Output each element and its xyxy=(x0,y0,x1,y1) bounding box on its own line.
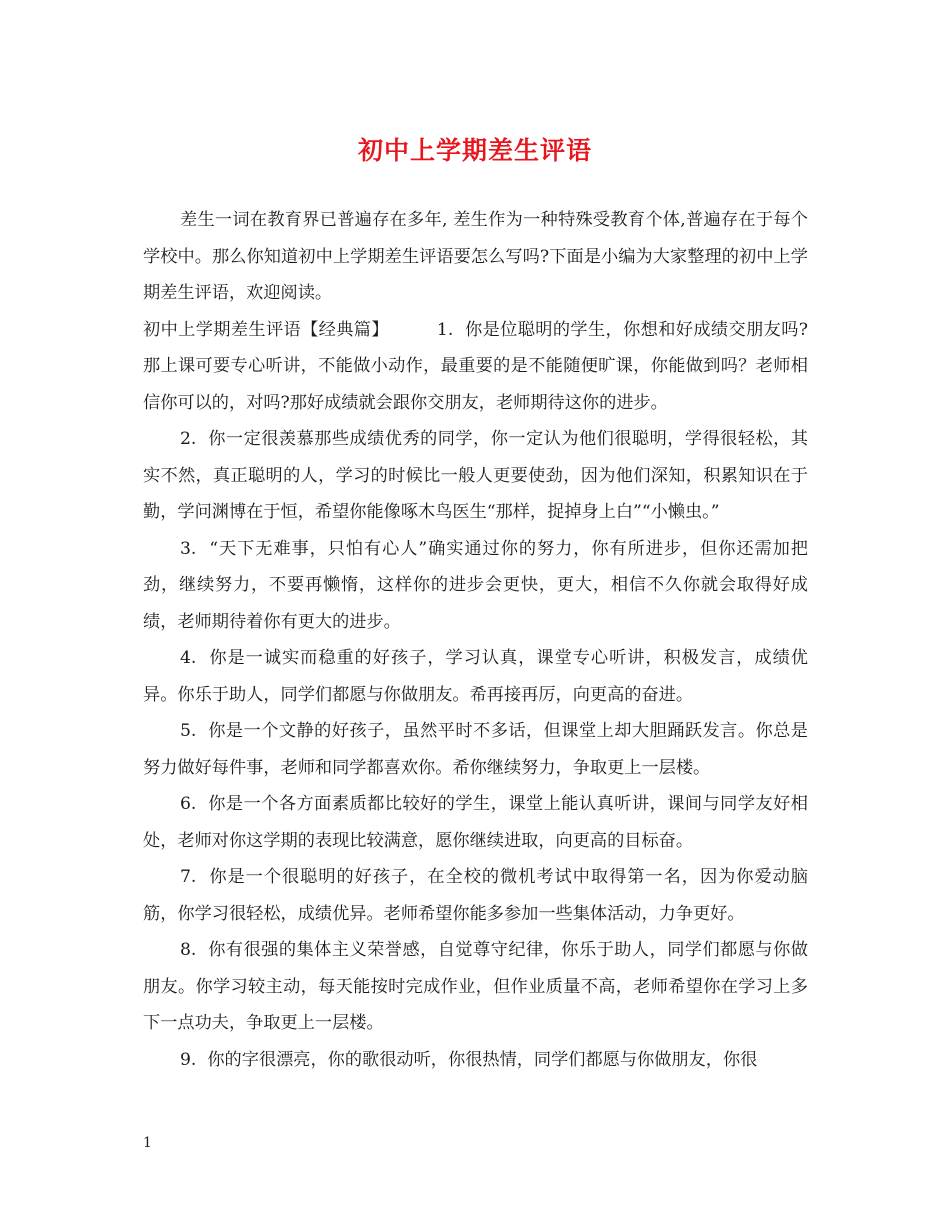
item-text: 你是一个文静的好孩子，虽然平时不多话，但课堂上却大胆踊跃发言。你总是努力做好每件事，老师和同学都喜欢你。希你继续努力，争取更上一层楼。 xyxy=(143,721,808,778)
item-text: 你有很强的集体主义荣誉感，自觉尊守纪律，你乐于助人，同学们都愿与你做朋友。你学习较主动，每天能按时完成作业，但作业质量不高，老师希望你在学习上多下一点功夫，争取更上一层楼。 xyxy=(143,940,808,1033)
item-5-paragraph xyxy=(143,713,808,786)
item-number: 8. xyxy=(180,940,197,960)
item-number: 6. xyxy=(180,794,197,814)
page-number: 1 xyxy=(143,1135,152,1151)
item-8-paragraph xyxy=(143,932,808,1042)
item-number: 9. xyxy=(180,1049,197,1070)
item-number: 7. xyxy=(180,867,197,887)
item-4-paragraph xyxy=(143,640,808,713)
item-2-paragraph xyxy=(143,421,808,531)
item-number: 4. xyxy=(180,648,197,668)
item-number: 1. xyxy=(436,319,454,340)
item-3-paragraph xyxy=(143,531,808,641)
document-title: 初中上学期差生评语 xyxy=(357,136,592,165)
section-heading: 初中上学期差生评语【经典篇】 xyxy=(143,319,389,340)
item-text: 你是一诚实而稳重的好孩子，学习认真，课堂专心听讲，积极发言，成绩优异。你乐于助人，同学们都愿与你做朋友。希再接再厉，向更高的奋进。 xyxy=(143,648,808,705)
item-number: 2. xyxy=(180,429,197,449)
item-text: 你是位聪明的学生，你想和好成绩交朋友吗?那上课可要专心听讲，不能做小动作，最重要的是不能随便旷课，你能做到吗？老师相信你可以的，对吗?那好成绩就会跟你交朋友，老师期待这你的进步。 xyxy=(143,319,808,413)
item-9-paragraph xyxy=(143,1042,808,1079)
item-text: 你一定很羡慕那些成绩优秀的同学，你一定认为他们很聪明，学得很轻松，其实不然，真正聪明的人，学习的时候比一般人更要使劲，因为他们深知，积累知识在于勤，学问渊博在于恒，希望你能像啄木鸟医生“那样，捉掉身上白”“小懒虫。” xyxy=(143,429,808,522)
item-number: 5. xyxy=(180,721,197,741)
item-number: 3. xyxy=(180,538,197,559)
document-body xyxy=(143,202,808,1078)
item-7-paragraph xyxy=(143,859,808,932)
item-text: 你是一个各方面素质都比较好的学生，课堂上能认真听讲，课间与同学友好相处，老师对你这学期的表现比较满意，愿你继续进取，向更高的目标奋。 xyxy=(143,794,808,851)
item-text: 你是一个很聪明的好孩子，在全校的微机考试中取得第一名，因为你爱动脑筋，你学习很轻松，成绩优异。老师希望你能多参加一些集体活动，力争更好。 xyxy=(143,867,808,924)
intro-paragraph: 差生一词在教育界已普遍存在多年, 差生作为一种特殊受教育个体,普遍存在于每个学校中。那么你知道初中上学期差生评语要怎么写吗?下面是小编为大家整理的初中上学期差生评语，欢迎阅读。 xyxy=(143,210,808,303)
item-1-paragraph xyxy=(143,312,808,422)
item-6-paragraph xyxy=(143,786,808,859)
item-text: 你的字很漂亮，你的歌很动听，你很热情，同学们都愿与你做朋友，你很 xyxy=(207,1049,758,1070)
item-text: “天下无难事，只怕有心人”确实通过你的努力，你有所进步，但你还需加把劲，继续努力，不要再懒惰，这样你的进步会更快，更大，相信不久你就会取得好成绩，老师期待着你有更大的进步。 xyxy=(143,538,808,632)
